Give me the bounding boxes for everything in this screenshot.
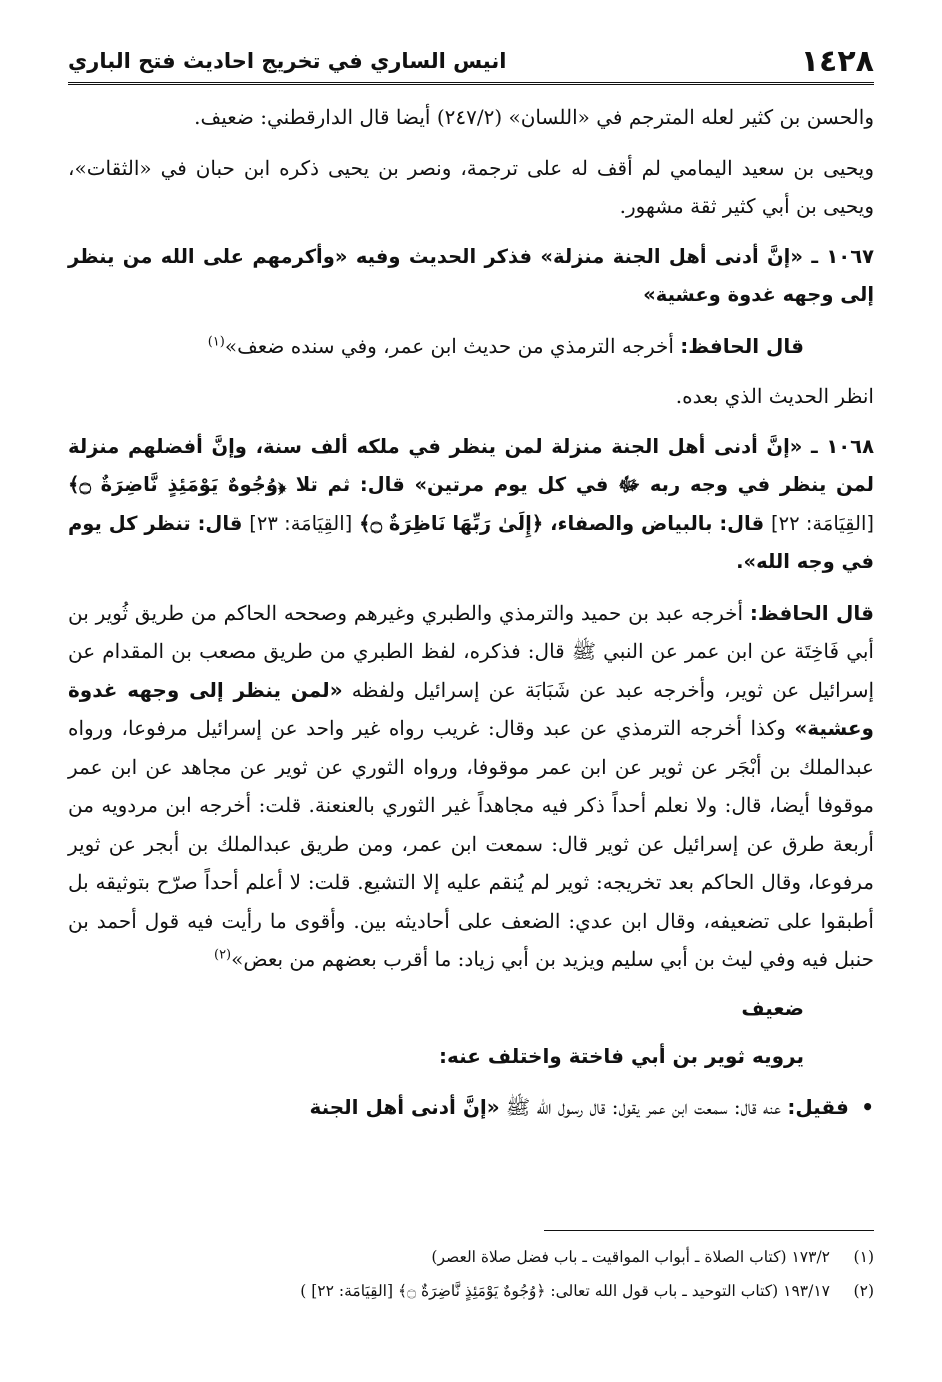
hadith-text-part-3: قال: تنظر كل يوم في وجه الله».	[68, 511, 874, 573]
footnote-divider	[544, 1230, 874, 1231]
hadith-1068	[68, 428, 874, 582]
hadith-number: ١٠٦٧ ـ	[811, 244, 874, 268]
narrator-heading: يرويه ثوير بن أبي فاختة واختلف عنه:	[438, 1044, 804, 1068]
footnote-ref-1: (١)	[207, 333, 225, 349]
page-number: ١٤٢٨	[800, 43, 874, 79]
hafiz-label: قال الحافظ:	[680, 333, 804, 358]
quran-verse-2: ﴿إِلَىٰ رَبِّهَا نَاظِرَةٌ ۝﴾	[359, 511, 544, 535]
footnote-ref-2: (٢)	[213, 947, 232, 963]
hafiz-comment-1067	[68, 327, 874, 366]
quran-verse-1: ﴿وُجُوهٌ يَوْمَئِذٍ نَّاضِرَةٌ ۝﴾	[68, 473, 286, 496]
quran-ref-1: [القِيَامَة: ٢٢]	[771, 511, 874, 535]
hadith-number: ١٠٦٨ ـ	[811, 434, 874, 458]
footnote-2	[68, 1274, 874, 1308]
hadith-text-part-1: «إنَّ أدنى أهل الجنة منزلة لمن ينظر في ملكه ألف سنة، وإنَّ أفضلهم منزلة لمن ينظر في وجه ربه ﷻ في كل يوم مرتين» قال: ثم تلا	[68, 434, 874, 496]
takhrij-text-a: أخرجه عبد بن حميد والترمذي والطبري وغيرهم وصححه الحاكم من طريق ثُوير بن أبي فَاخِتَة عن ابن عمر عن النبي ﷺ قال: فذكره، لفظ الطبري من طريق مصعب بن المقدام عن إسرائيل عن ثوير، وأخرجه عبد عن شَبَابَة عن إسرائيل ولفظه	[68, 600, 875, 702]
paragraph-hasan-ibn-kathir: والحسن بن كثير لعله المترجم في «اللسان» (٢٤٧/٢) أيضا قال الدارقطني: ضعيف.	[194, 105, 874, 129]
hafiz-label: قال الحافظ:	[749, 600, 874, 625]
hadith-text: «إنَّ أدنى أهل الجنة منزلة» فذكر الحديث وفيه «وأكرمهم على الله من ينظر إلى وجهه غدوة وعشية»	[68, 244, 874, 306]
bullet-text: عنه قال: سمعت ابن عمر يقول: قال رسول الله ﷺ	[506, 1094, 781, 1119]
footnote-text: ١٧٣/٢ (كتاب الصلاة ـ أبواب المواقيت ـ باب فضل صلاة العصر)	[431, 1248, 830, 1266]
footnote-text: ١٩٣/١٧ (كتاب التوحيد ـ باب قول الله تعالى: ﴿وُجُوهٌ يَوْمَئِذٍ نَّاضِرَةٌ ۝﴾ [القِيَامَة: ٢٢] )	[300, 1282, 830, 1300]
takhrij-text-b: وكذا أخرجه الترمذي عن عبد وقال: غريب رواه غير واحد عن إسرائيل مرفوعا، ورواه عبدالملك بن أبْجَر عن ثوير عن ابن عمر موقوفا، ورواه الثوري عن ثوير عن مجاهد عن ابن عمر موقوفا أيضا، قال: ولا نعلم أحداً ذكر فيه مجاهداً غير الثوري بالعنعنة. قلت: أخرجه ابن مردويه من أربعة طرق عن إسرائيل عن ثوير قال: سمعت ابن عمر، ومن طريق عبدالملك بن أبجر عن ثوير مرفوعا، وقال الحاكم بعد تخريجه: ثوير لم يُنقم عليه إلا التشيع. قلت: لا أعلم أحداً صرّح بتوثيقه بل أطبقوا على تضعيفه، وقال ابن عدي: الضعف على أحاديثه بين. وأقوى ما رأيت فيه قول أحمد بن حنبل فيه وفي ليث بن أبي سليم ويزيد بن أبي زياد: ما أقرب بعضهم من بعض»	[68, 716, 874, 971]
grade-heading: ضعيف	[741, 995, 804, 1020]
see-next-hadith: انظر الحديث الذي بعده.	[675, 384, 874, 408]
footnote-marker: (٢)	[853, 1282, 874, 1300]
takhrij-quote: «لمن ينظر إلى وجهه غدوة وعشية»	[68, 677, 874, 740]
bullet-bold-text: «إنَّ أدنى أهل الجنة	[309, 1094, 500, 1119]
takhrij-paragraph	[68, 594, 874, 979]
page-body	[68, 98, 874, 1126]
book-title: انيس الساري في تخريج احاديث فتح الباري	[68, 49, 507, 73]
page-header	[68, 40, 874, 85]
paragraph-yahya-ibn-said: ويحيى بن سعيد اليمامي لم أقف له على ترجمة، ونصر بن يحيى ذكره ابن حبان في «الثقات»، ويحيى بن أبي كثير ثقة مشهور.	[68, 155, 874, 218]
footnote-marker: (١)	[853, 1248, 874, 1266]
bullet-label: فقيل:	[787, 1094, 849, 1119]
hadith-1067	[68, 238, 874, 315]
hafiz-text: أخرجه الترمذي من حديث ابن عمر، وفي سنده ضعف»	[224, 333, 674, 358]
footnote-1	[68, 1240, 874, 1274]
bullet-item	[68, 1088, 874, 1127]
bullet-icon: •	[861, 1094, 874, 1119]
footnotes	[68, 1240, 874, 1308]
hadith-text-part-2: قال: بالبياض والصفاء،	[550, 511, 765, 535]
quran-ref-2: [القِيَامَة: ٢٣]	[249, 511, 353, 535]
